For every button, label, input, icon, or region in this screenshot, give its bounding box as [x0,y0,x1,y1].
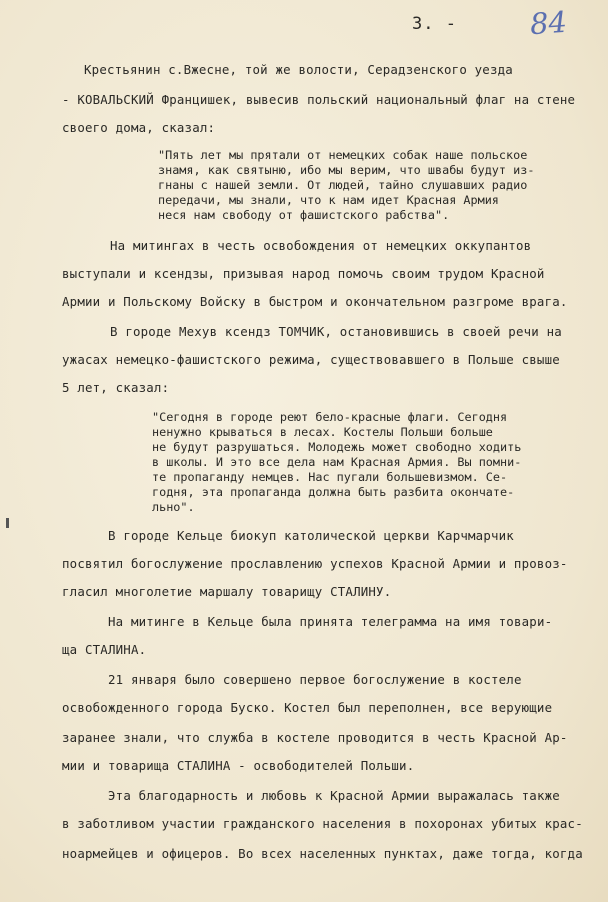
text-line: В городе Мехув ксендз ТОМЧИК, остановившись в своей речи на [110,324,562,339]
text-line: 5 лет, сказал: [62,380,170,395]
text-line: На митинге в Кельце была принята телеграмма на имя товари- [108,614,553,629]
quote-line: льно". [152,500,195,514]
quote-line: передачи, мы знали, что к нам идет Красная Армия [158,193,499,207]
quote-line: "Сегодня в городе реют бело-красные флаги. Сегодня [152,410,508,424]
text-line: освобожденного города Буско. Костел был переполнен, все верующие [62,700,553,715]
text-line: - КОВАЛЬСКИЙ Францишек, вывесив польский национальный флаг на стене [62,92,576,107]
text-line: ужасах немецко-фашистского режима, существовавшего в Польше свыше [62,352,560,367]
quote-line: неся нам свободу от фашистского рабства". [158,208,450,222]
text-line: Крестьянин с.Вжесне, той же волости, Серадзенского уезда [84,62,513,77]
text-line: Армии и Польскому Войску в быстром и окончательном разгроме врага. [62,294,568,309]
text-line: выступали и ксендзы, призывая народ помочь своим трудом Красной [62,266,545,281]
quote-line: не будут разрушаться. Молодежь может свободно ходить [152,440,522,454]
quote-line: ненужно крываться в лесах. Костелы Польши больше [152,425,493,439]
text-line: Эта благодарность и любовь к Красной Армии выражалась также [108,788,560,803]
text-line: гласил многолетие маршалу товарищу СТАЛИНУ. [62,584,392,599]
text-line: посвятил богослужение прославлению успехов Красной Армии и провоз- [62,556,568,571]
margin-mark [6,518,9,528]
page-number: 3. - [412,14,457,34]
quote-line: в школы. И это все дела нам Красная Армия. Вы помни- [152,455,522,469]
quote-line: знамя, как святыню, ибо мы верим, что швабы будут из- [158,163,535,177]
quote-line: те пропаганду немцев. Нас пугали большевизмом. Се- [152,470,508,484]
text-line: в заботливом участии гражданского населения в похоронах убитых крас- [62,816,583,831]
text-line: заранее знали, что служба в костеле проводится в честь Красной Ар- [62,730,568,745]
text-line: В городе Кельце биокуп католической церкви Карчмарчик [108,528,514,543]
archive-number-handwritten: 84 [528,4,569,42]
quote-line: "Пять лет мы прятали от немецких собак наше польское [158,148,528,162]
text-line: 21 января было совершено первое богослужение в костеле [108,672,522,687]
quote-line: гнаны с нашей земли. От людей, тайно слушавших радио [158,178,528,192]
text-line: На митингах в честь освобождения от немецких оккупантов [110,238,532,253]
text-line: ща СТАЛИНА. [62,642,147,657]
text-line: ноармейцев и офицеров. Во всех населенных пунктах, даже тогда, когда [62,846,583,861]
text-line: мии и товарища СТАЛИНА - освободителей Польши. [62,758,415,773]
text-line: своего дома, сказал: [62,120,216,135]
quote-line: годня, эта пропаганда должна быть разбита окончате- [152,485,515,499]
